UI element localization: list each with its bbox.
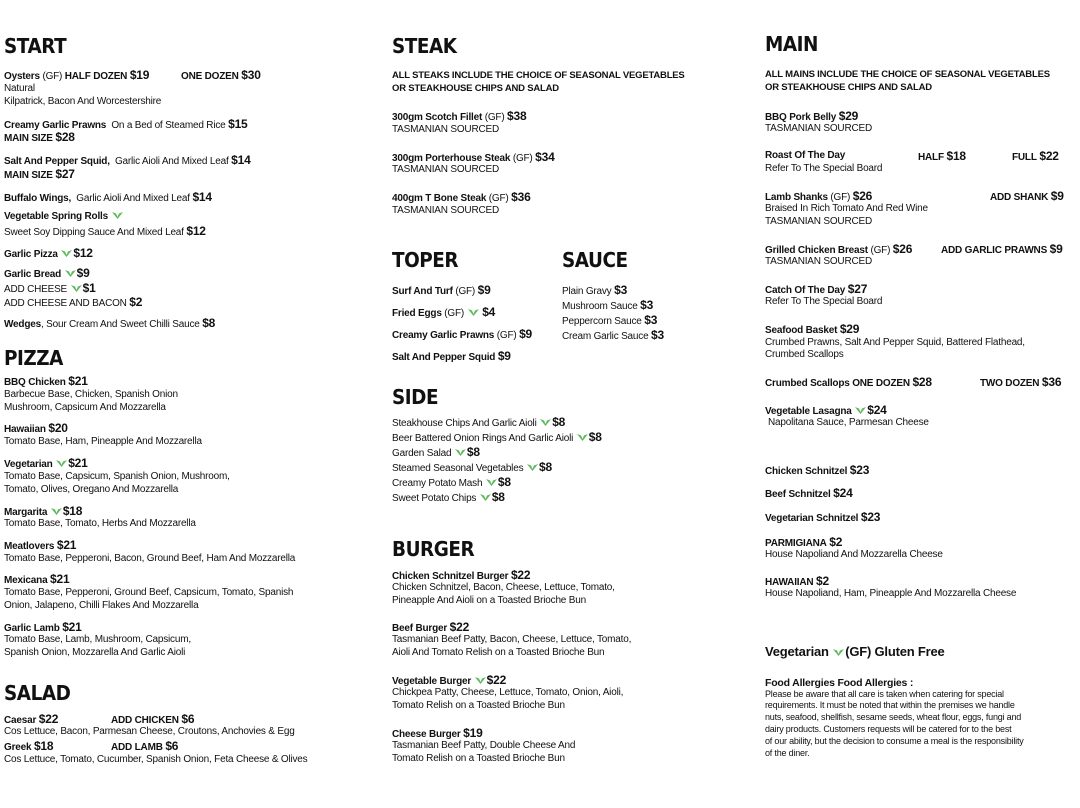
item-name: HAWAIIAN [765, 577, 814, 588]
item-price: $29 [839, 322, 860, 336]
add-cheese-bacon-option [4, 296, 142, 310]
item-desc: Sweet Soy Dipping Sauce And Mixed Leaf [4, 227, 184, 238]
item-desc: Tomato Base, Capsicum, Spanish Onion, Mushroom, [4, 471, 230, 482]
main-note: OR STEAKHOUSE CHIPS AND SALAD [765, 82, 932, 93]
item-desc: Cos Lettuce, Tomato, Cucumber, Spanish Onion, Feta Cheese & Olives [4, 754, 308, 765]
item-price: $8 [588, 430, 602, 444]
vegetarian-leaf-icon [112, 211, 123, 220]
item-price: $22 [449, 620, 470, 634]
item-desc: Chicken Schnitzel, Bacon, Cheese, Lettuce, Tomato, [392, 582, 615, 593]
item-price: $22 [486, 673, 507, 687]
menu-item-meatlovers [4, 539, 76, 553]
menu-item-crumbed-scallops [765, 376, 932, 390]
item-price: $19 [463, 726, 483, 740]
add-prawns-option [941, 243, 1063, 257]
item-name: Beer Battered Onion Rings And Garlic Aioli [392, 433, 574, 444]
size-label: FULL [1012, 152, 1037, 163]
item-price: $8 [552, 415, 566, 429]
menu-item-vegetarian-schnitzel [765, 511, 880, 525]
vegetarian-leaf-icon [61, 249, 72, 258]
item-desc: Garlic Aioli And Mixed Leaf [76, 193, 190, 204]
vegetarian-leaf-icon [455, 448, 466, 457]
item-name: Surf And Turf [392, 286, 453, 297]
vegetarian-leaf-icon [833, 648, 844, 657]
item-price: $30 [241, 68, 261, 82]
item-name: BBQ Pork Belly [765, 112, 837, 123]
item-price: $9 [1049, 242, 1063, 256]
item-price: $36 [1041, 375, 1062, 389]
item-name: 300gm Porterhouse Steak [392, 153, 511, 164]
menu-item-hawaiian-topping [765, 575, 829, 589]
item-name: Mexicana [4, 575, 48, 586]
item-price: $22 [510, 568, 531, 582]
legend-gluten-free: (GF) Gluten Free [845, 644, 945, 659]
menu-item-margarita [4, 505, 82, 519]
item-price: $28 [912, 375, 932, 389]
gf-tag: (GF) [827, 192, 853, 203]
vegetarian-leaf-icon [468, 308, 479, 317]
item-price: $26 [852, 189, 873, 203]
allergy-text: of the diner. [765, 748, 810, 758]
gf-tag: (GF) [452, 286, 478, 297]
item-name: Creamy Garlic Prawns [4, 120, 107, 131]
item-price: $6 [181, 712, 195, 726]
vegetarian-leaf-icon [480, 493, 491, 502]
item-name: Grilled Chicken Breast [765, 245, 868, 256]
steak-note: ALL STEAKS INCLUDE THE CHOICE OF SEASONAL VEGETABLES [392, 70, 685, 81]
gf-tag: (GF) [494, 330, 520, 341]
addon-label: ADD CHEESE AND BACON [4, 298, 127, 309]
item-desc: TASMANIAN SOURCED [765, 256, 872, 267]
menu-item-catch [765, 283, 867, 297]
item-price: $28 [55, 130, 75, 144]
item-name: Buffalo Wings, [4, 193, 72, 204]
item-desc: Tomato Base, Pepperoni, Ground Beef, Capsicum, Tomato, Spanish [4, 587, 294, 598]
item-name: Roast Of The Day [765, 150, 846, 161]
item-name: Lamb Shanks [765, 192, 828, 203]
menu-item-wedges [4, 317, 215, 331]
item-price: $26 [892, 242, 913, 256]
item-price: $9 [1050, 189, 1064, 203]
item-price: $14 [192, 190, 212, 204]
menu-item-roast [765, 150, 845, 162]
menu-item-bbq-chicken [4, 375, 88, 389]
item-name: Salt And Pepper Squid [392, 352, 496, 363]
item-price: $3 [651, 328, 664, 342]
item-name: Garden Salad [392, 448, 452, 459]
addon-label: ADD SHANK [990, 192, 1049, 203]
item-price: $24 [867, 403, 887, 417]
item-desc: Crumbed Scallops [765, 349, 844, 360]
item-desc: Tasmanian Beef Patty, Double Cheese And [392, 740, 576, 751]
item-desc: Onion, Jalapeno, Chilli Flakes And Mozzarella [4, 600, 199, 611]
size-label: HALF DOZEN [64, 71, 128, 82]
item-desc: Tomato Relish on a Toasted Brioche Bun [392, 700, 565, 711]
menu-item-garlic-lamb [4, 621, 82, 635]
item-name: Salt And Pepper Squid, [4, 156, 110, 167]
item-desc: TASMANIAN SOURCED [392, 164, 499, 175]
item-name: Garlic Lamb [4, 623, 60, 634]
menu-item-seafood-basket [765, 323, 859, 337]
dietary-legend [765, 644, 945, 660]
item-name: Caesar [4, 715, 37, 726]
menu-item-oysters [4, 69, 149, 83]
item-name: Wedges [4, 319, 41, 330]
allergy-text: Please be aware that all care is taken when catering for special [765, 689, 1004, 699]
menu-item-t-bone [392, 191, 531, 205]
item-name: Mushroom Sauce [562, 301, 638, 312]
item-name: Margarita [4, 507, 48, 518]
size-label: MAIN SIZE [4, 170, 53, 181]
item-desc: TASMANIAN SOURCED [392, 124, 499, 135]
item-name: Chicken Schnitzel Burger [392, 571, 509, 582]
item-price: $22 [1039, 149, 1059, 163]
item-name: Vegetarian Schnitzel [765, 513, 859, 524]
item-name: Plain Gravy [562, 286, 612, 297]
item-price: $2 [129, 295, 143, 309]
menu-item-onion-rings [392, 431, 602, 445]
allergy-title: Food Allergies Food Allergies : [765, 677, 914, 689]
menu-item-vegetable-burger [392, 674, 506, 688]
item-price: $3 [614, 283, 628, 297]
item-price: $8 [466, 445, 480, 459]
item-name: Fried Eggs [392, 308, 442, 319]
steak-note: OR STEAKHOUSE CHIPS AND SALAD [392, 83, 559, 94]
item-name: BBQ Chicken [4, 377, 66, 388]
item-name: Garlic Bread [4, 269, 62, 280]
vegetarian-leaf-icon [475, 676, 486, 685]
item-price: $29 [838, 109, 859, 123]
vegetarian-leaf-icon [577, 433, 588, 442]
item-desc: Chickpea Patty, Cheese, Lettuce, Tomato, Onion, Aioli, [392, 687, 624, 698]
pizza-heading: PIZZA [4, 346, 63, 370]
vegetarian-leaf-icon [56, 459, 67, 468]
item-name: Vegetable Burger [392, 676, 472, 687]
main-size-option [4, 131, 75, 145]
item-desc: Tomato Base, Tomato, Herbs And Mozzarella [4, 518, 196, 529]
item-price: $6 [165, 739, 179, 753]
item-price: $9 [497, 349, 511, 363]
menu-item-schnitzel-burger [392, 569, 530, 583]
menu-item-surf-turf [392, 284, 491, 298]
size-label: MAIN SIZE [4, 133, 53, 144]
allergy-text: requirements. It must be noted that within the premises we handle [765, 700, 1015, 710]
menu-item-salt-pepper-squid [4, 154, 251, 168]
menu-item-vegetable-lasagna [765, 404, 887, 418]
item-desc: Refer To The Special Board [765, 296, 883, 307]
item-price: $8 [491, 490, 505, 504]
menu-item-beef-burger [392, 621, 469, 635]
gf-tag: (GF) [510, 153, 536, 164]
menu-item-garlic-pizza [4, 247, 93, 261]
item-desc: Tasmanian Beef Patty, Bacon, Cheese, Lettuce, Tomato, [392, 634, 632, 645]
item-price: $21 [68, 374, 88, 388]
item-name: Vegetarian [4, 459, 53, 470]
item-name: Steamed Seasonal Vegetables [392, 463, 524, 474]
item-desc: Tomato, Olives, Oregano And Mozzarella [4, 484, 179, 495]
item-desc: Garlic Aioli And Mixed Leaf [114, 156, 229, 167]
item-desc: Napolitana Sauce, Parmesan Cheese [768, 417, 929, 428]
toper-heading: TOPER [392, 248, 459, 272]
main-heading: MAIN [765, 32, 818, 56]
vegetarian-leaf-icon [51, 507, 62, 516]
two-dozen-option [980, 376, 1061, 390]
main-note: ALL MAINS INCLUDE THE CHOICE OF SEASONAL VEGETABLES [765, 69, 1050, 80]
menu-item-toper-squid [392, 350, 511, 364]
roast-half-option [918, 150, 966, 164]
menu-item-buffalo-wings [4, 191, 212, 205]
item-price: $18 [946, 149, 966, 163]
item-name: Steakhouse Chips And Garlic Aioli [392, 418, 537, 429]
item-name: Garlic Pizza [4, 249, 58, 260]
item-name: Cheese Burger [392, 729, 461, 740]
item-price: $8 [202, 316, 216, 330]
menu-item-chicken-breast [765, 243, 912, 257]
item-name: Vegetable Lasagna [765, 406, 852, 417]
legend-vegetarian: Vegetarian [765, 644, 829, 659]
menu-item-parmigiana [765, 536, 842, 550]
item-price: $14 [231, 153, 251, 167]
item-price: $22 [38, 712, 59, 726]
vegetarian-leaf-icon [65, 269, 76, 278]
item-price: $19 [129, 68, 150, 82]
item-name: 400gm T Bone Steak [392, 193, 487, 204]
item-name: Crumbed Scallops [765, 378, 850, 389]
item-price: $27 [847, 282, 868, 296]
item-name: Catch Of The Day [765, 285, 846, 296]
menu-item-fried-eggs [392, 306, 495, 320]
item-price: $18 [62, 504, 83, 518]
item-price: $23 [860, 510, 881, 524]
vegetarian-leaf-icon [855, 406, 866, 415]
salad-heading: SALAD [4, 681, 71, 705]
item-desc: Pineapple And Aioli on a Toasted Brioche Bun [392, 595, 586, 606]
menu-item-sweet-potato-chips [392, 491, 505, 505]
item-desc: , Sour Cream And Sweet Chilli Sauce [40, 319, 200, 330]
item-name: Creamy Garlic Prawns [392, 330, 495, 341]
item-name: Beef Schnitzel [765, 489, 831, 500]
menu-item-toper-prawns [392, 328, 532, 342]
menu-item-scotch-fillet [392, 110, 526, 124]
menu-item-peppercorn-sauce [562, 314, 657, 328]
steak-heading: STEAK [392, 34, 457, 58]
item-price: $21 [68, 456, 88, 470]
item-price: $2 [816, 574, 829, 588]
add-cheese-option [4, 282, 96, 296]
item-price: $12 [186, 224, 206, 238]
item-price: $27 [55, 167, 75, 181]
start-heading: START [4, 34, 67, 58]
item-price: $21 [62, 620, 82, 634]
gf-tag: (GF) [39, 71, 65, 82]
item-name: Creamy Potato Mash [392, 478, 483, 489]
menu-item-greek [4, 740, 53, 754]
main-size-option [4, 168, 75, 182]
menu-item-vegetarian-pizza [4, 457, 88, 471]
addon-label: ADD CHICKEN [111, 715, 179, 726]
item-desc: TASMANIAN SOURCED [765, 216, 872, 227]
vegetarian-leaf-icon [486, 478, 497, 487]
size-label: TWO DOZEN [980, 378, 1040, 389]
item-name: Meatlovers [4, 541, 55, 552]
item-desc: Aioli And Tomato Relish on a Toasted Brioche Bun [392, 647, 605, 658]
menu-item-porterhouse [392, 151, 555, 165]
menu-item-garlic-bread [4, 267, 90, 281]
item-desc: Tomato Base, Pepperoni, Bacon, Ground Beef, Ham And Mozzarella [4, 553, 296, 564]
item-price: $8 [497, 475, 511, 489]
item-desc: House Napoliand And Mozzarella Cheese [765, 549, 943, 560]
item-name: Cream Garlic Sauce [562, 331, 649, 342]
item-price: $3 [644, 313, 658, 327]
addon-label: ADD LAMB [111, 742, 163, 753]
allergy-text: nuts, seafood, shellfish, sesame seeds, wheat flour, eggs, fungi and [765, 712, 1022, 722]
item-name: Chicken Schnitzel [765, 466, 848, 477]
item-name: Beef Burger [392, 623, 448, 634]
item-desc: Braised In Rich Tomato And Red Wine [765, 203, 928, 214]
item-price: $12 [73, 246, 93, 260]
size-label: HALF [918, 152, 944, 163]
size-label: ONE DOZEN [852, 378, 910, 389]
gf-tag: (GF) [482, 112, 508, 123]
item-name: PARMIGIANA [765, 538, 827, 549]
item-desc: House Napoliand, Ham, Pineapple And Mozzarella Cheese [765, 588, 1017, 599]
menu-item-garlic-prawns [4, 118, 248, 132]
allergy-text: dairy products. Customers requests will be catered for to the best [765, 724, 1012, 734]
item-price: $18 [33, 739, 54, 753]
oysters-dozen-option [181, 69, 261, 83]
size-label: ONE DOZEN [181, 71, 239, 82]
menu-item-garlic-sauce [562, 329, 664, 343]
add-lamb-option [111, 740, 178, 754]
item-price: $2 [829, 535, 843, 549]
item-desc: Kilpatrick, Bacon And Worcestershire [4, 96, 162, 107]
item-price: $9 [76, 266, 90, 280]
roast-full-option [1012, 150, 1059, 164]
sauce-heading: SAUCE [562, 248, 628, 272]
addon-label: ADD CHEESE [4, 284, 68, 295]
gf-tag: (GF) [441, 308, 467, 319]
menu-item-caesar [4, 713, 58, 727]
menu-item-chicken-schnitzel [765, 464, 869, 478]
vegetarian-leaf-icon [540, 418, 551, 427]
item-name: Hawaiian [4, 424, 46, 435]
vegetarian-leaf-icon [71, 284, 82, 293]
item-desc: TASMANIAN SOURCED [392, 205, 499, 216]
item-price: $4 [482, 305, 496, 319]
item-price: $24 [833, 486, 853, 500]
item-desc: Tomato Relish on a Toasted Brioche Bun [392, 753, 565, 764]
item-name: Sweet Potato Chips [392, 493, 477, 504]
item-desc: Spanish Onion, Mozzarella And Garlic Aioli [4, 647, 186, 658]
item-name: 300gm Scotch Fillet [392, 112, 483, 123]
menu-item-potato-mash [392, 476, 511, 490]
item-price: $34 [535, 150, 555, 164]
item-price: $38 [507, 109, 527, 123]
item-price: $3 [640, 298, 654, 312]
item-desc: Natural [4, 83, 35, 94]
burger-heading: BURGER [392, 537, 475, 561]
menu-item-cheese-burger [392, 727, 483, 741]
item-desc: Refer To The Special Board [765, 163, 883, 174]
item-name: Peppercorn Sauce [562, 316, 642, 327]
item-price: $36 [511, 190, 531, 204]
menu-item-plain-gravy [562, 284, 627, 298]
item-desc-line [4, 225, 206, 239]
item-price: $23 [849, 463, 870, 477]
item-desc: On a Bed of Steamed Rice [111, 120, 226, 131]
item-desc: Tomato Base, Ham, Pineapple And Mozzarella [4, 436, 202, 447]
item-price: $21 [56, 538, 77, 552]
item-desc: Barbecue Base, Chicken, Spanish Onion [4, 389, 178, 400]
menu-item-spring-rolls [4, 211, 124, 223]
addon-label: ADD GARLIC PRAWNS [941, 245, 1048, 256]
menu-item-mexicana [4, 573, 69, 587]
item-name: Greek [4, 742, 32, 753]
menu-item-steakhouse-chips [392, 416, 565, 430]
item-price: $1 [82, 281, 96, 295]
menu-item-beef-schnitzel [765, 487, 853, 501]
item-price: $8 [538, 460, 552, 474]
vegetarian-leaf-icon [527, 463, 538, 472]
item-name: Oysters [4, 71, 40, 82]
menu-item-hawaiian [4, 422, 68, 436]
item-desc: Crumbed Prawns, Salt And Pepper Squid, Battered Flathead, [765, 337, 1025, 348]
menu-item-mushroom-sauce [562, 299, 653, 313]
item-desc: Mushroom, Capsicum And Mozzarella [4, 402, 166, 413]
menu-item-steamed-veg [392, 461, 552, 475]
item-price: $15 [228, 117, 248, 131]
item-price: $20 [48, 421, 68, 435]
item-desc: TASMANIAN SOURCED [765, 123, 872, 134]
item-price: $9 [519, 327, 533, 341]
item-name: Seafood Basket [765, 325, 838, 336]
add-shank-option [990, 190, 1064, 204]
side-heading: SIDE [392, 385, 439, 409]
allergy-text: of our ability, but the decision to consume a meal is the responsibility [765, 736, 1024, 746]
item-desc: Tomato Base, Lamb, Mushroom, Capsicum, [4, 634, 191, 645]
menu-item-pork-belly [765, 110, 858, 124]
item-desc: Cos Lettuce, Bacon, Parmesan Cheese, Croutons, Anchovies & Egg [4, 726, 295, 737]
gf-tag: (GF) [867, 245, 893, 256]
menu-item-lamb-shanks [765, 190, 872, 204]
item-name: Vegetable Spring Rolls [4, 211, 108, 222]
item-price: $21 [50, 572, 70, 586]
item-price: $9 [477, 283, 491, 297]
add-chicken-option [111, 713, 194, 727]
gf-tag: (GF) [486, 193, 512, 204]
menu-item-garden-salad [392, 446, 480, 460]
